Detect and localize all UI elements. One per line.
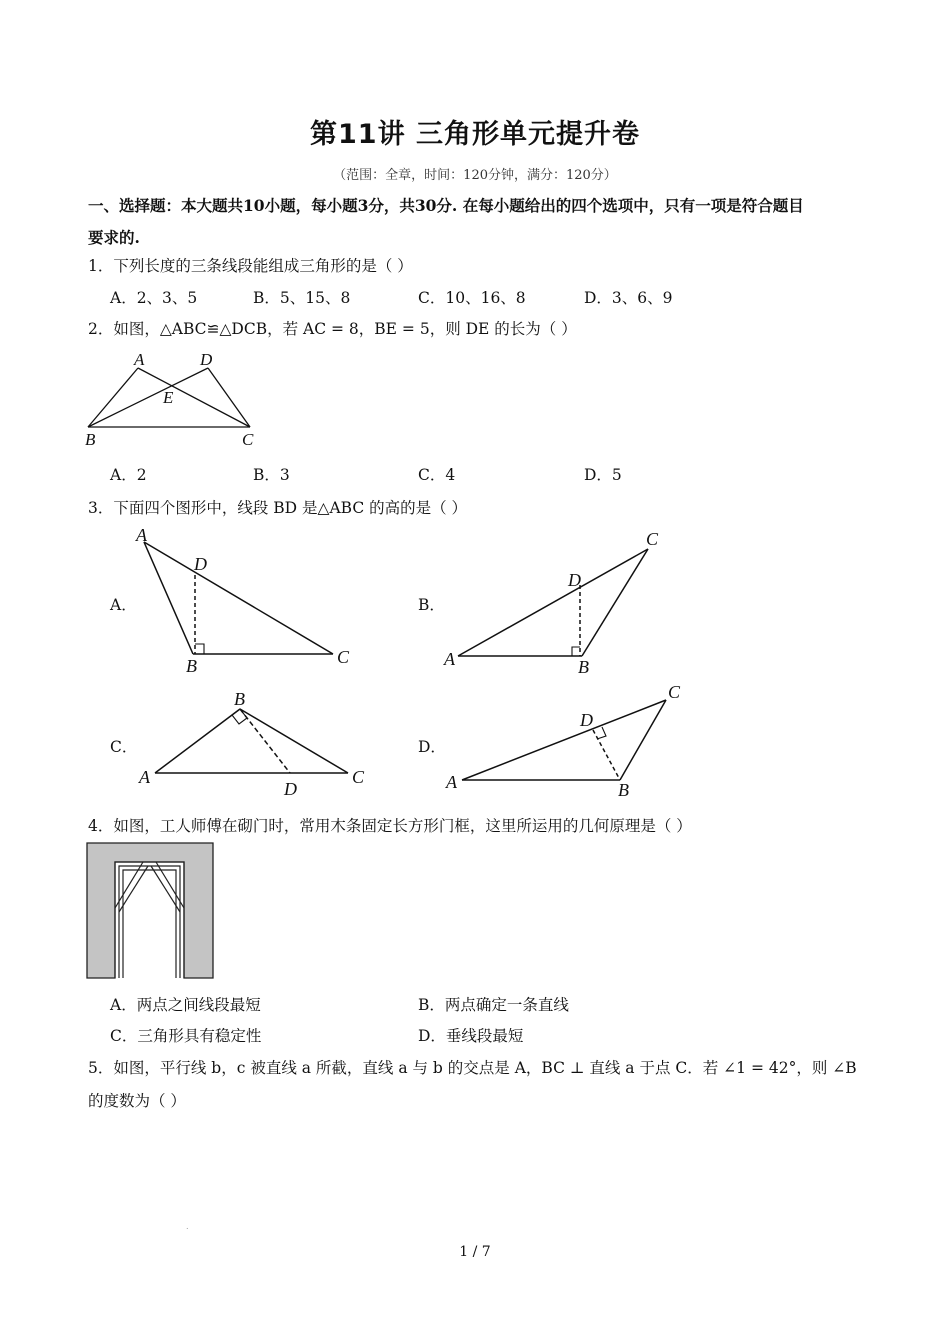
q4-option-d: D．垂线段最短 — [418, 1027, 524, 1045]
q3c-label-c: C — [352, 767, 365, 787]
q2-figure — [80, 345, 270, 450]
q3-option-a-letter: A． — [110, 596, 137, 614]
q3-option-c-letter: C． — [110, 738, 138, 756]
q3a-label-c: C — [337, 647, 350, 667]
q2-label-c: C — [242, 430, 254, 449]
q3-figure-d — [440, 680, 700, 805]
q3-figure-b — [440, 525, 680, 680]
q3d-label-a: A — [446, 772, 457, 792]
q2-option-a: A．2 — [110, 466, 147, 484]
stray-dot: . — [186, 1222, 189, 1231]
section-heading-2: 要求的. — [88, 228, 140, 247]
q1-option-a: A．2、3、5 — [110, 289, 198, 307]
q1-option-b: B．5、15、8 — [253, 289, 351, 307]
question-2-stem: 2．如图，△ABC≌△DCB，若 AC = 8，BE = 5，则 DE 的长为（ ） — [88, 320, 577, 338]
q1-option-c: C．10、16、8 — [418, 289, 526, 307]
q2-label-d: D — [200, 350, 213, 369]
question-5-stem-line2: 的度数为（ ） — [88, 1092, 186, 1110]
q3d-label-c: C — [668, 682, 681, 702]
question-1-stem: 1．下列长度的三条线段能组成三角形的是（ ） — [88, 257, 413, 275]
question-3-stem: 3．下面四个图形中，线段 BD 是△ABC 的高的是（ ） — [88, 499, 468, 517]
q3-option-b-letter: B． — [418, 596, 445, 614]
q3c-label-d: D — [284, 779, 297, 799]
q3-option-d-letter: D． — [418, 738, 446, 756]
q4-option-a: A．两点之间线段最短 — [110, 996, 261, 1014]
q3d-label-b: B — [618, 780, 629, 800]
question-4-stem: 4．如图，工人师傅在砌门时，常用木条固定长方形门框，这里所运用的几何原理是（ ） — [88, 817, 692, 835]
q3-figure-a — [128, 520, 368, 680]
q3-figure-c — [128, 683, 378, 803]
q1-option-d: D．3、6、9 — [584, 289, 673, 307]
q2-label-e: E — [163, 388, 174, 407]
q3b-label-d: D — [568, 570, 581, 590]
q3d-label-d: D — [580, 710, 593, 730]
q4-option-c: C．三角形具有稳定性 — [110, 1027, 262, 1045]
q2-option-c: C．4 — [418, 466, 456, 484]
q2-option-d: D．5 — [584, 466, 622, 484]
q4-option-b: B．两点确定一条直线 — [418, 996, 569, 1014]
section-heading-1: 一、选择题：本大题共10小题，每小题3分，共30分. 在每小题给出的四个选项中，只有一项是符合题目 — [88, 196, 804, 215]
question-5-stem-line1: 5．如图，平行线 b，c 被直线 a 所截，直线 a 与 b 的交点是 A，BC ⊥ 直线 a 于点 C．若 ∠1 = 42°，则 ∠B — [88, 1059, 857, 1077]
q3a-label-b: B — [186, 656, 197, 676]
q4-door-frame-figure — [86, 842, 216, 980]
q3a-label-a: A — [136, 525, 147, 545]
q2-label-b: B — [85, 430, 96, 449]
q2-option-b: B．3 — [253, 466, 290, 484]
page-title: 第11讲 三角形单元提升卷 — [310, 119, 640, 150]
page-number: 1 / 7 — [459, 1244, 491, 1260]
q3c-label-a: A — [139, 767, 150, 787]
exam-scope: （范围：全章，时间：120分钟，满分：120分） — [333, 168, 617, 183]
q3a-label-d: D — [194, 554, 207, 574]
q2-label-a: A — [134, 350, 145, 369]
q3b-label-c: C — [646, 529, 659, 549]
q3b-label-a: A — [444, 649, 455, 669]
q3c-label-b: B — [234, 689, 245, 709]
q3b-label-b: B — [578, 657, 589, 677]
